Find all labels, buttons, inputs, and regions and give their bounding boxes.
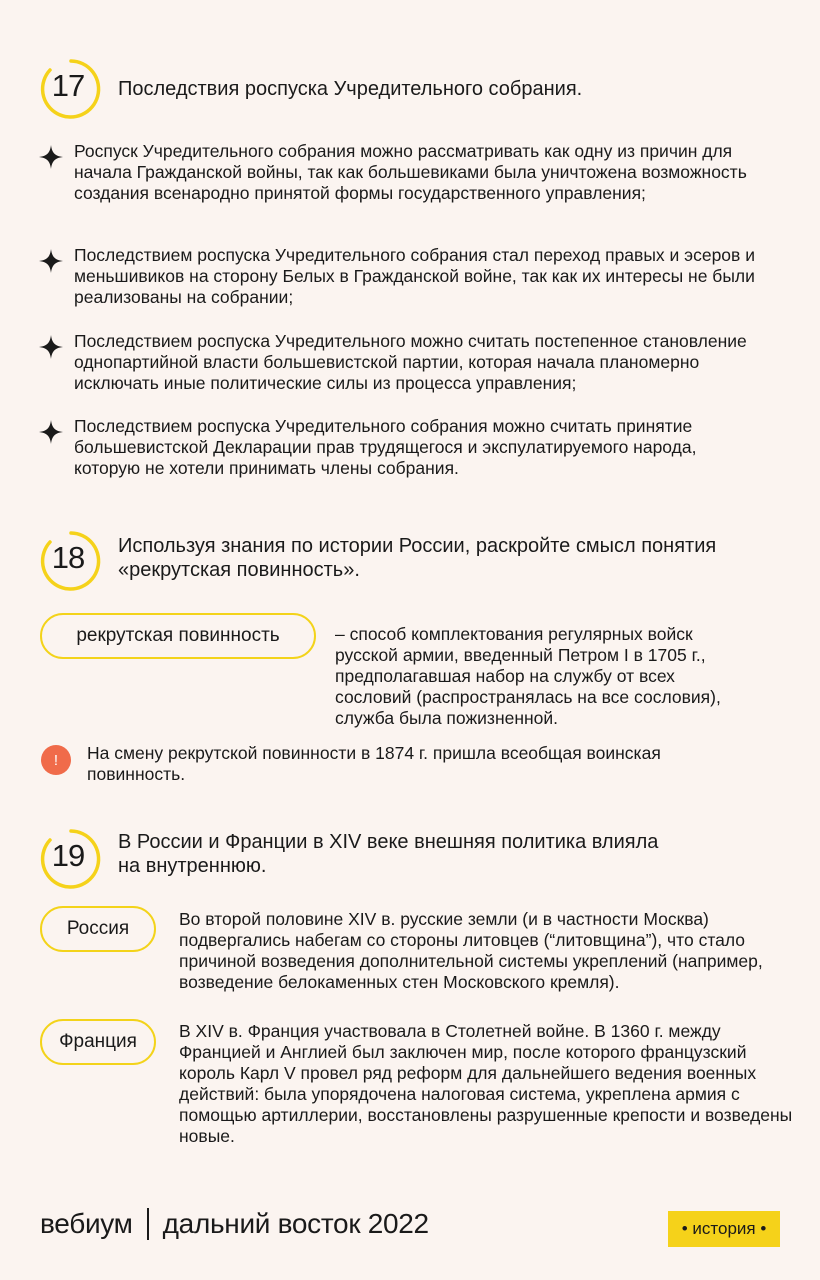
section-number: 17 bbox=[51, 68, 85, 103]
list-item bbox=[38, 416, 778, 480]
list-item bbox=[38, 331, 778, 395]
section-number-badge-18 bbox=[40, 530, 96, 586]
section-heading-18: Используя знания по истории России, раскройте смысл понятия «рекрутская повинность». bbox=[118, 535, 717, 581]
bullet-text: Последствием роспуска Учредительного собрания стал переход правых и эсеров и меньшивиков на сторону Белых в Гражданской войне, так как их интересы не были реализованы на собрании; bbox=[74, 245, 755, 307]
subject-tag: • история • bbox=[668, 1211, 780, 1247]
country-pill-france: Франция bbox=[40, 1019, 156, 1065]
four-point-star-icon bbox=[38, 144, 64, 170]
footer-brand bbox=[40, 1208, 429, 1240]
section-number-badge-17 bbox=[40, 58, 96, 114]
section-number: 19 bbox=[51, 838, 85, 873]
brand-logo: вебиум bbox=[40, 1208, 133, 1239]
bullet-text: Последствием роспуска Учредительного можно считать постепенное становление однопартийной власти большевистской партии, которая начала планомерно исключать иные политические силы из процесса управления; bbox=[74, 331, 747, 393]
four-point-star-icon bbox=[38, 248, 64, 274]
brand-subtitle: дальний восток 2022 bbox=[162, 1208, 429, 1239]
list-item bbox=[38, 141, 778, 227]
country-pill-russia: Россия bbox=[40, 906, 156, 952]
exclamation-circle-icon: ! bbox=[41, 745, 71, 775]
section-heading-19: В России и Франции в XIV веке внешняя политика влияла на внутреннюю. bbox=[118, 831, 659, 877]
four-point-star-icon bbox=[38, 334, 64, 360]
section-number-badge-19 bbox=[40, 828, 96, 884]
bullet-text: Роспуск Учредительного собрания можно рассматривать как одну из причин для начала Гражданской войны, так как большевиками была уничтожена возможность создания всенародно принятой формы государственного управления; bbox=[74, 141, 747, 203]
note-text: На смену рекрутской повинности в 1874 г. пришла всеобщая воинская повинность. bbox=[87, 743, 661, 784]
term-pill: рекрутская повинность bbox=[40, 613, 316, 659]
country-text-france: В XIV в. Франция участвовала в Столетней войне. В 1360 г. между Францией и Англией был заключен мир, после которого французский король Карл V провел ряд реформ для дальнейшего ведения военных действий: была упорядочена налоговая система, укреплена армия с помощью артиллерии, восстановлены разрушенные крепости и возведены новые. bbox=[179, 1021, 793, 1146]
country-text-russia: Во второй половине XIV в. русские земли (и в частности Москва) подвергались набегам со стороны литовцев (“литовщина”), что стало причиной возведения дополнительной системы укреплений (например, возведение белокаменных стен Московского кремля). bbox=[179, 909, 763, 992]
four-point-star-icon bbox=[38, 419, 64, 445]
divider bbox=[147, 1208, 149, 1240]
list-item bbox=[38, 245, 778, 309]
bullet-text: Последствием роспуска Учредительного собрания можно считать принятие большевистской Декларации прав трудящегося и экспулатируемого народа, которую не хотели принимать члены собрания. bbox=[74, 416, 697, 478]
section-number: 18 bbox=[51, 540, 85, 575]
section-heading-17: Последствия роспуска Учредительного собрания. bbox=[118, 78, 583, 100]
term-definition: – способ комплектования регулярных войск русской армии, введенный Петром I в 1705 г., предполагавшая набор на службу от всех сословий (распространялась на все сословия), служба была пожизненной. bbox=[335, 624, 721, 728]
